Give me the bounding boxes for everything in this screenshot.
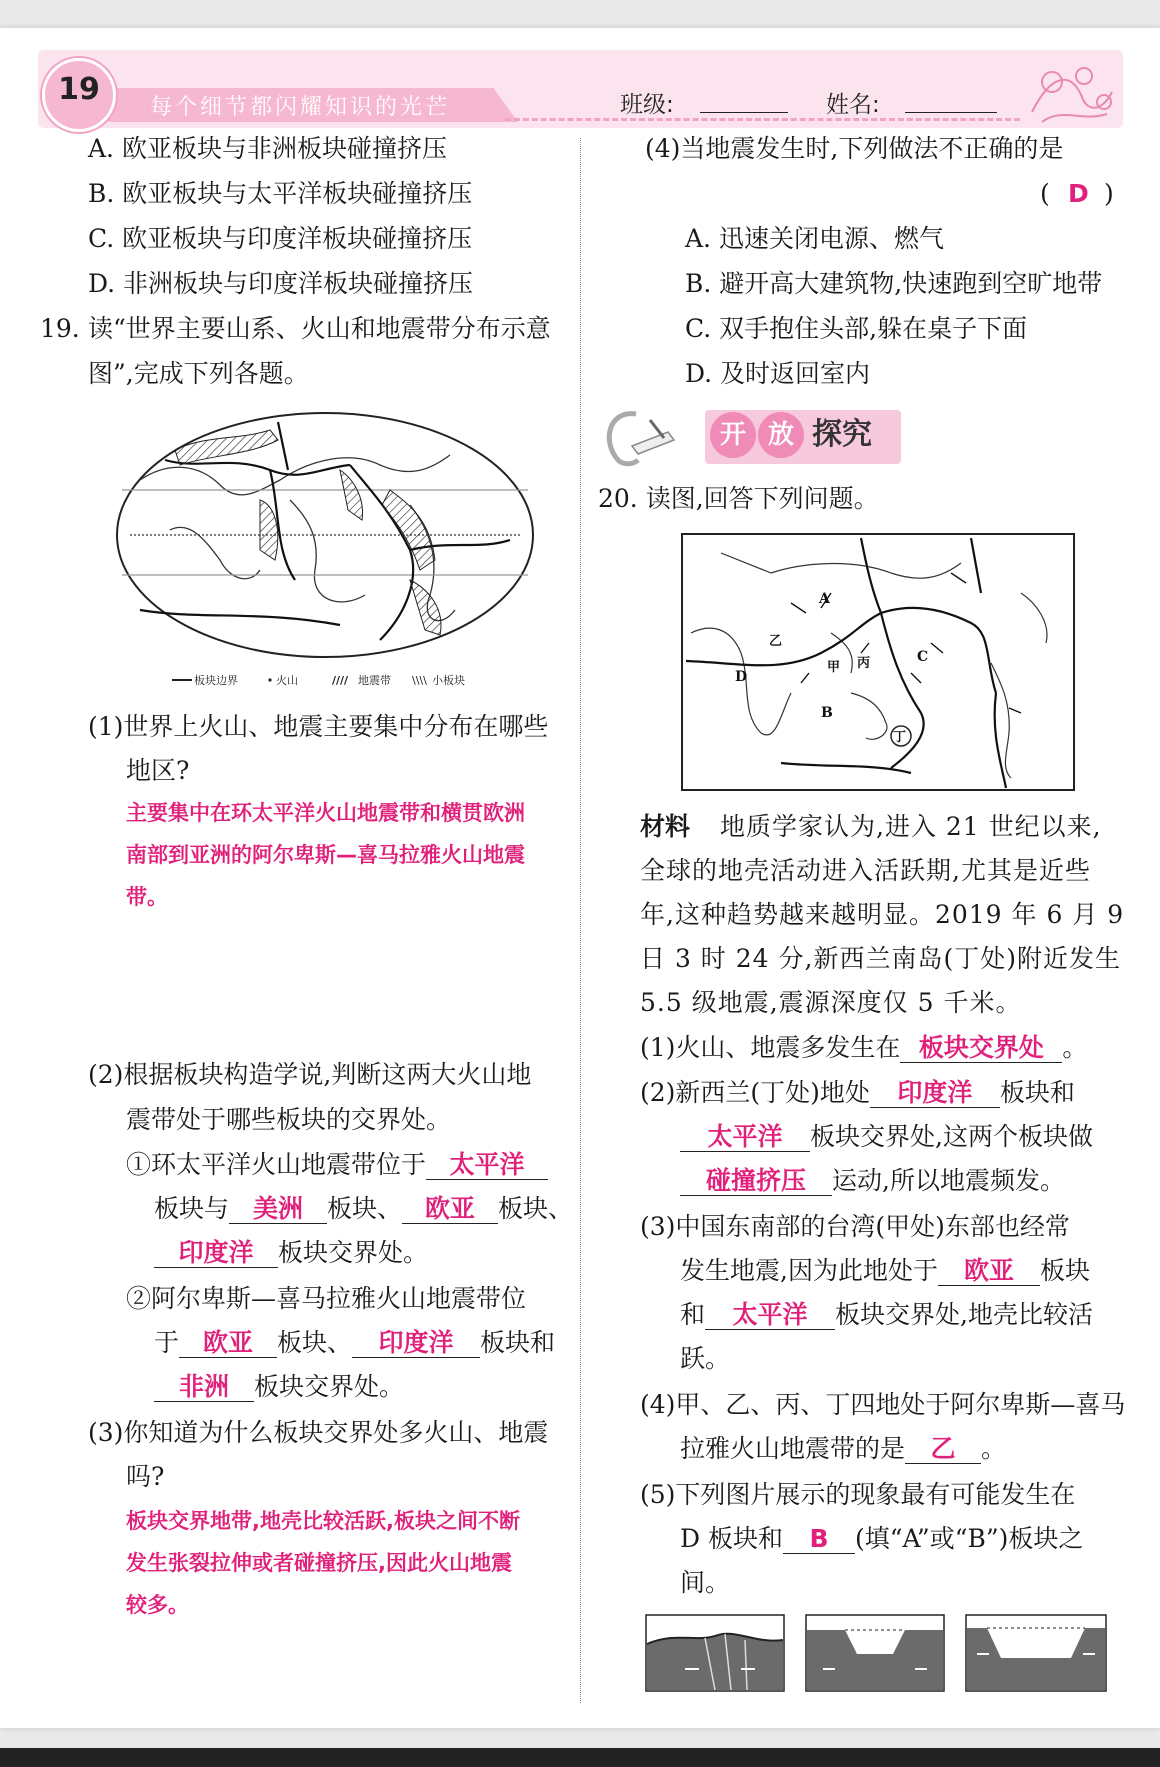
header-dashed-line: [505, 118, 1020, 121]
world-plate-map: [110, 410, 540, 692]
s2-line1: [640, 1078, 1075, 1108]
answer-blank-america: 美洲: [229, 1195, 327, 1224]
sub2a-text1: 板块与: [154, 1194, 230, 1223]
page-number: 19: [58, 72, 100, 107]
answer-blank-s2-indian: 印度洋: [870, 1079, 1000, 1108]
sub3-answer-line1: 板块交界地带,地壳比较活跃,板块之间不断: [126, 1509, 520, 1533]
sub2a-text4: 板块交界处。: [278, 1238, 429, 1267]
q4-option-c: C. 双手抱住头部,躲在桌子下面: [685, 314, 1028, 343]
map-label-jia: 甲: [827, 660, 841, 675]
sub2a-line3: [154, 1238, 428, 1268]
name-label: 姓名:: [826, 92, 880, 118]
section-char-kai: 开: [710, 412, 756, 458]
s5-line2: [680, 1524, 1083, 1554]
material-label: 材料: [640, 812, 691, 841]
s2-prefix: (2)新西兰(丁处)地处: [640, 1078, 870, 1107]
q18-option-b: B. 欧亚板块与太平洋板块碰撞挤压: [88, 179, 473, 208]
sub2-stem-line2: 震带处于哪些板块的交界处。: [126, 1105, 452, 1134]
material-line2: 全球的地壳活动进入活跃期,尤其是近些: [640, 856, 1091, 885]
legend-plate-boundary: 板块边界: [194, 674, 238, 687]
map-label-ding: 丁: [893, 730, 907, 745]
flower-ornament-icon: [1022, 52, 1122, 128]
s3-line3: [680, 1300, 1093, 1330]
name-field[interactable]: [905, 112, 997, 113]
s3-line2: [680, 1256, 1090, 1286]
q4-option-d: D. 及时返回室内: [685, 359, 871, 388]
sub2b-line3: [154, 1372, 404, 1402]
sub2b-text3: 板块交界处。: [254, 1372, 405, 1401]
map-label-c: C: [917, 649, 929, 665]
sub2b-text0: 于: [154, 1328, 180, 1357]
sub2a-line2: [154, 1194, 573, 1224]
sub2a-line1: [126, 1150, 548, 1180]
material-line3: 年,这种趋势越来越明显。2019 年 6 月 9: [640, 900, 1125, 929]
answer-blank-indian: 印度洋: [154, 1239, 278, 1268]
sub1-answer-line1: 主要集中在环太平洋火山地震带和横贯欧洲: [126, 801, 525, 825]
material-line4: 日 3 时 24 分,新西兰南岛(丁处)附近发生: [640, 944, 1121, 973]
sub3-answer-line3: 较多。: [126, 1593, 189, 1617]
s5-line3: 间。: [680, 1568, 731, 1597]
s3-text3: 板块交界处,地壳比较活: [835, 1300, 1093, 1329]
class-field[interactable]: [700, 112, 788, 113]
answer-blank-pacific: 太平洋: [426, 1151, 548, 1180]
q18-option-d: D. 非洲板块与印度洋板块碰撞挤压: [88, 269, 474, 298]
answer-blank-collision: 碰撞挤压: [680, 1167, 832, 1196]
sub2-stem-line1: (2)根据板块构造学说,判断这两大火山地: [88, 1060, 532, 1089]
geology-illustration-2: [805, 1614, 945, 1692]
pen-book-icon: [598, 402, 678, 470]
answer-blank-s3-pacific: 太平洋: [705, 1301, 835, 1330]
answer-blank-indian-2: 印度洋: [352, 1329, 480, 1358]
sub2b-text2: 板块和: [480, 1328, 556, 1357]
s5-line1: (5)下列图片展示的现象最有可能发生在: [640, 1480, 1076, 1509]
map-label-bing: 丙: [857, 656, 871, 671]
q4-paren-open: (: [1040, 179, 1050, 208]
column-divider: [580, 138, 581, 1703]
bottom-bar: [0, 1748, 1160, 1767]
map-label-yi: 乙: [769, 634, 783, 649]
q4-paren-close: ): [1104, 179, 1114, 208]
s5-text0: D 板块和: [680, 1524, 783, 1553]
plate-boundary-map: [681, 533, 1075, 791]
s2-text2: 板块交界处,这两个板块做: [810, 1122, 1093, 1151]
map-label-b: B: [821, 705, 833, 721]
sub1-answer-line2: 南部到亚洲的阿尔卑斯—喜马拉雅火山地震: [126, 843, 525, 867]
sub3-stem-line1: (3)你知道为什么板块交界处多火山、地震: [88, 1418, 549, 1447]
legend-seismic-belt: 地震带: [358, 674, 391, 687]
q4-option-a: A. 迅速关闭电源、燃气: [685, 224, 944, 253]
s4-line1: (4)甲、乙、丙、丁四地处于阿尔卑斯—喜马: [640, 1390, 1126, 1419]
q19-stem-line2: 图”,完成下列各题。: [88, 359, 309, 388]
sub3-answer-line2: 发生张裂拉伸或者碰撞挤压,因此火山地震: [126, 1551, 512, 1575]
section-title-rest: 探究: [812, 417, 872, 452]
map-label-d: D: [735, 669, 748, 685]
sub2b-line2: [154, 1328, 555, 1358]
s3-text1: 板块: [1039, 1256, 1090, 1285]
s5-text1: (填“A”或“B”)板块之: [855, 1524, 1084, 1553]
legend-small-plate: 小板块: [432, 674, 465, 687]
material-line5: 5.5 级地震,震源深度仅 5 千米。: [640, 988, 1022, 1017]
q18-option-c: C. 欧亚板块与印度洋板块碰撞挤压: [88, 224, 473, 253]
s2-line3: [680, 1166, 1065, 1196]
legend-volcano: 火山: [276, 674, 298, 687]
s3-line1: (3)中国东南部的台湾(甲处)东部也经常: [640, 1212, 1070, 1241]
header-motto: 每个细节都闪耀知识的光芒: [150, 95, 451, 120]
sub1-answer-line3: 带。: [126, 885, 168, 909]
q4-option-b: B. 避开高大建筑物,快速跑到空旷地带: [685, 269, 1103, 298]
q20-stem: 20. 读图,回答下列问题。: [598, 484, 879, 513]
material-line1: 地质学家认为,进入 21 世纪以来,: [720, 812, 1102, 841]
sub2b-line1: ②阿尔卑斯—喜马拉雅火山地震带位: [126, 1284, 527, 1313]
geology-illustration-1: [645, 1614, 785, 1692]
sub2b-text1: 板块、: [277, 1328, 353, 1357]
q4-stem: (4)当地震发生时,下列做法不正确的是: [645, 134, 1064, 163]
answer-blank-s3-eurasia: 欧亚: [938, 1257, 1040, 1286]
answer-blank-africa: 非洲: [154, 1373, 254, 1402]
answer-blank-eurasia: 欧亚: [402, 1195, 498, 1224]
answer-blank-yi: 乙: [905, 1435, 981, 1464]
sub2a-prefix: ①环太平洋火山地震带位于: [126, 1150, 427, 1179]
s4-suffix: 。: [981, 1434, 1007, 1463]
s1-line: [640, 1033, 1087, 1063]
map-label-a: A: [819, 591, 830, 607]
answer-blank-s2-pacific: 太平洋: [680, 1123, 810, 1152]
sub2a-text2: 板块、: [327, 1194, 403, 1223]
sub1-stem-line1: (1)世界上火山、地震主要集中分布在哪些: [88, 712, 549, 741]
geology-illustration-3: [965, 1614, 1107, 1692]
answer-blank-plate-boundary: 板块交界处: [900, 1034, 1062, 1063]
section-char-fang: 放: [758, 412, 804, 458]
s1-prefix: (1)火山、地震多发生在: [640, 1033, 901, 1062]
svg-text:////: ////: [332, 674, 349, 687]
sub3-stem-line2: 吗?: [126, 1462, 165, 1491]
q19-stem-line1: 读“世界主要山系、火山和地震带分布示意: [88, 314, 551, 343]
s4-line2: [680, 1434, 1006, 1464]
svg-text:\\\\: \\\\: [412, 674, 427, 687]
q18-option-a: A. 欧亚板块与非洲板块碰撞挤压: [88, 134, 447, 163]
q4-answer: D: [1068, 179, 1089, 208]
s3-text2: 和: [680, 1300, 706, 1329]
class-label: 班级:: [620, 92, 674, 118]
answer-blank-eurasia-2: 欧亚: [179, 1329, 277, 1358]
s2-text1: 板块和: [999, 1078, 1075, 1107]
sub1-stem-line2: 地区?: [126, 756, 190, 785]
s3-line4: 跃。: [680, 1344, 731, 1373]
s3-text0: 发生地震,因为此地处于: [680, 1256, 938, 1285]
s1-suffix: 。: [1062, 1033, 1088, 1062]
s2-line2: [680, 1122, 1093, 1152]
answer-blank-b: B: [783, 1525, 855, 1554]
sub2a-text3: 板块、: [498, 1194, 574, 1223]
q19-number: 19.: [40, 314, 80, 343]
s2-text3: 运动,所以地震频发。: [832, 1166, 1065, 1195]
s4-text0: 拉雅火山地震带的是: [680, 1434, 906, 1463]
